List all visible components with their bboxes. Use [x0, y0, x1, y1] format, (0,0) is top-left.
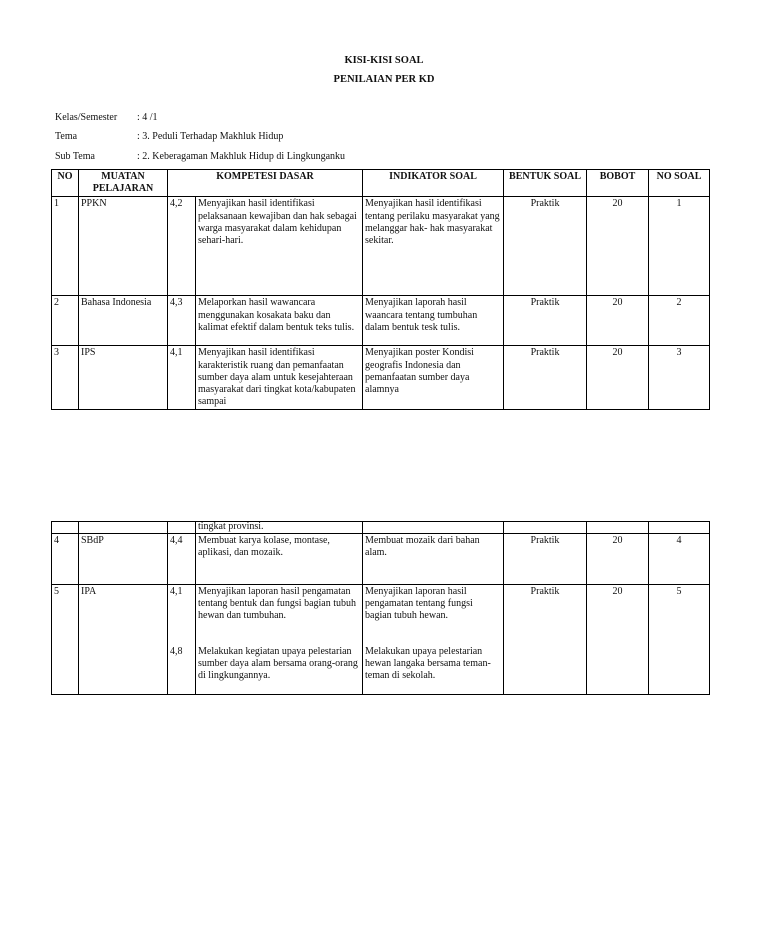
row-bobot: 20	[587, 346, 649, 410]
kisi-kisi-table	[51, 169, 710, 410]
row-no: 4	[52, 534, 79, 585]
row-indikator-cell	[363, 585, 504, 695]
row-indikator: Menyajikan hasil identifikasi tentang perilaku masyarakat yang melanggar hak- hak masyarakat sekitar.	[363, 197, 504, 296]
table-row	[52, 585, 710, 695]
row-kd-no: 4,1	[170, 586, 183, 597]
row-kd: Menyajikan hasil identifikasi pelaksanaan kewajiban dan hak sebagai warga masyarakat dalam kehidupan sehari-hari.	[196, 197, 363, 296]
row-kd-no: 4,1	[168, 346, 196, 410]
header-nosoal: NO SOAL	[649, 170, 710, 197]
row-indikator: Membuat mozaik dari bahan alam.	[363, 534, 504, 585]
row-no: 2	[52, 296, 79, 346]
row-no: 5	[52, 585, 79, 695]
row-kd-no: 4,4	[168, 534, 196, 585]
table-row-continuation	[52, 522, 710, 534]
kisi-kisi-table-continued	[51, 521, 710, 695]
row-bentuk: Praktik	[504, 197, 587, 296]
document-title: KISI-KISI SOAL	[344, 55, 424, 66]
row-muatan: IPA	[79, 585, 168, 695]
header-muatan: MUATAN PELAJARAN	[79, 170, 168, 197]
kelas-label: Kelas/Semester	[55, 112, 118, 123]
row-nosoal: 4	[649, 534, 710, 585]
row-kd-2: Melakukan kegiatan upaya pelestarian sumber daya alam bersama orang-orang di lingkungannya.	[198, 646, 358, 682]
row-indikator: Menyajikan laporan hasil pengamatan tentang fungsi bagian tubuh hewan.	[365, 586, 473, 622]
row-kd: Menyajikan hasil identifikasi karakteristik ruang dan pemanfaatan sumber daya alam untuk kesejahteraan masyarakat dari tingkat kota/kabupaten sampai	[196, 346, 363, 410]
row-kd: Membuat karya kolase, montase, aplikasi, dan mozaik.	[196, 534, 363, 585]
row-kd-no: 4,2	[168, 197, 196, 296]
row-nosoal: 1	[649, 197, 710, 296]
row-bentuk: Praktik	[504, 585, 587, 695]
tema-value: : 3. Peduli Terhadap Makhluk Hidup	[137, 131, 284, 142]
row-bobot: 20	[587, 534, 649, 585]
row-muatan: PPKN	[79, 197, 168, 296]
table-row	[52, 346, 710, 410]
row-indikator: Menyajikan laporah hasil waancara tentang tumbuhan dalam bentuk tesk tulis.	[363, 296, 504, 346]
row-kd-no-cell	[168, 585, 196, 695]
header-kompetensi: KOMPETESI DASAR	[168, 170, 363, 197]
header-indikator: INDIKATOR SOAL	[363, 170, 504, 197]
row-kd: Melaporkan hasil wawancara menggunakan kosakata baku dan kalimat efektif dalam bentuk teks tulis.	[196, 296, 363, 346]
table-row	[52, 296, 710, 346]
row-kd-continuation: tingkat provinsi.	[196, 522, 363, 534]
kelas-value: : 4 /1	[137, 112, 158, 123]
row-kd: Menyajikan laporan hasil pengamatan tentang bentuk dan fungsi bagian tubuh hewan dan tumbuhan.	[198, 586, 357, 622]
table-row	[52, 197, 710, 296]
tema-label: Tema	[55, 131, 78, 142]
row-bobot: 20	[587, 296, 649, 346]
row-bentuk: Praktik	[504, 296, 587, 346]
row-kd-cell	[196, 585, 363, 695]
row-kd-no-2: 4,8	[170, 646, 183, 658]
row-bentuk: Praktik	[504, 534, 587, 585]
row-bentuk: Praktik	[504, 346, 587, 410]
row-nosoal: 5	[649, 585, 710, 695]
header-bentuk: BENTUK SOAL	[504, 170, 587, 197]
table-row	[52, 534, 710, 585]
row-kd-no: 4,3	[168, 296, 196, 346]
row-nosoal: 3	[649, 346, 710, 410]
row-bobot: 20	[587, 585, 649, 695]
row-no: 3	[52, 346, 79, 410]
row-bobot: 20	[587, 197, 649, 296]
row-indikator-2: Melakukan upaya pelestarian hewan langaka bersama teman- teman di sekolah.	[365, 646, 491, 682]
row-muatan: Bahasa Indonesia	[79, 296, 168, 346]
subtema-value: : 2. Keberagaman Makhluk Hidup di Lingkunganku	[137, 151, 346, 162]
subtema-label: Sub Tema	[55, 151, 95, 162]
row-muatan: IPS	[79, 346, 168, 410]
row-muatan: SBdP	[79, 534, 168, 585]
document-subtitle: PENILAIAN PER KD	[333, 74, 435, 85]
row-nosoal: 2	[649, 296, 710, 346]
row-indikator: Menyajikan poster Kondisi geografis Indonesia dan pemanfaatan sumber daya alamnya	[363, 346, 504, 410]
header-bobot: BOBOT	[587, 170, 649, 197]
row-no: 1	[52, 197, 79, 296]
header-no: NO	[52, 170, 79, 197]
